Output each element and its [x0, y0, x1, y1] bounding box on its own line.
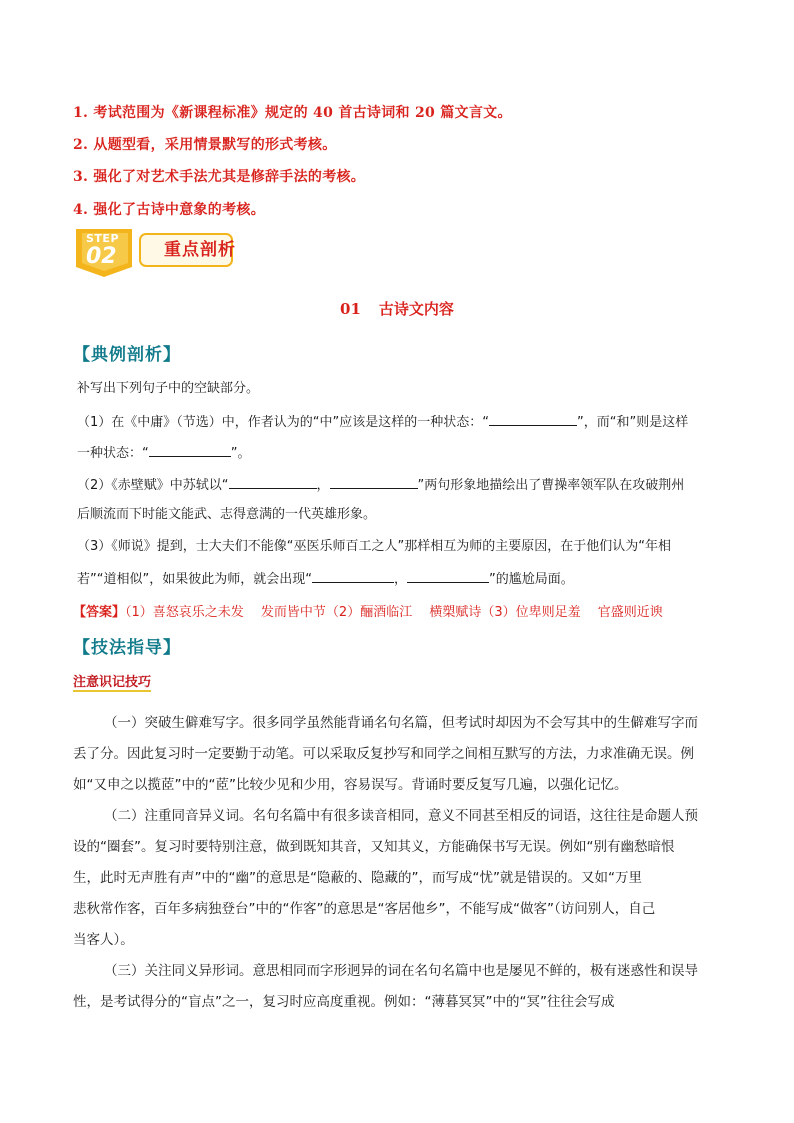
body-line: （三）关注同义异形词。意思相同而字形迥异的词在名句名篇中也是屡见不鲜的，极有迷惑性和误导 — [104, 963, 698, 979]
answer-blank[interactable] — [330, 476, 418, 489]
step-badge — [72, 227, 234, 277]
section-number: 01 — [340, 300, 361, 318]
question-intro: 补写出下列句子中的空缺部分。 — [77, 381, 260, 396]
tips-heading: 注意识记技巧 — [73, 675, 152, 690]
step-title: 重点剖析 — [164, 240, 236, 260]
body-line: （二）注重同音异义词。名句名篇中有很多读音相同，意义不同甚至相反的词语，这往往是命题人预 — [104, 808, 698, 824]
requirement-4: 4. 强化了古诗中意象的考核。 — [73, 202, 265, 218]
question-3-line-1: （3）《师说》提到，士大夫们不能像“巫医乐师百工之人”那样相互为师的主要原因，在于他们认为“年相 — [77, 539, 671, 554]
answer-tag: 【答案】 — [73, 605, 126, 620]
answer-line — [73, 601, 663, 620]
requirement-3: 3. 强化了对艺术手法尤其是修辞手法的考核。 — [73, 169, 366, 185]
question-2-line-2: 后顺流而下时能文能武、志得意满的一代英雄形象。 — [77, 507, 377, 522]
example-heading: 【典例剖析】 — [73, 345, 181, 365]
question-1-line-1: （1）在《中庸》（节选）中，作者认为的“中”应该是这样的一种状态：“ ”，而“和”则是这样 — [77, 415, 689, 430]
question-3-line-2: 若”“道相似”，如果彼此为师，就会出现“ ， ”的尴尬局面。 — [77, 572, 574, 587]
body-line: 生，此时无声胜有声”中的“幽”的意思是“隐蔽的、隐藏的”，而写成“忧”就是错误的。又如“万里 — [73, 870, 642, 886]
step-label: STEP — [86, 232, 120, 245]
answer-blank[interactable] — [489, 413, 577, 426]
answer-text: （1）喜怒哀乐之未发 发而皆中节（2）酾酒临江 横槊赋诗（3）位卑则足羞 官盛则近谀 — [125, 605, 663, 620]
section-title — [0, 298, 794, 319]
body-line: 悲秋常作客，百年多病独登台”中的“作客”的意思是“客居他乡”，不能写成“做客”（访问别人，自己 — [73, 901, 656, 917]
question-1-line-2: 一种状态：“ ”。 — [77, 446, 251, 461]
technique-heading: 【技法指导】 — [73, 638, 181, 658]
body-line: （一）突破生僻难写字。很多同学虽然能背诵名句名篇，但考试时却因为不会写其中的生僻难写字而 — [104, 715, 698, 731]
body-line: 丢了分。因此复习时一定要勤于动笔。可以采取反复抄写和同学之间相互默写的方法，力求准确无误。例 — [73, 746, 694, 762]
question-2-line-1: （2）《赤壁赋》中苏轼以“ ， ”两句形象地描绘出了曹操率领军队在攻破荆州 — [77, 478, 685, 493]
requirement-1: 1. 考试范围为《新课程标准》规定的 40 首古诗词和 20 篇文言文。 — [73, 105, 512, 121]
step-number: 02 — [86, 244, 117, 269]
body-line: 性，是考试得分的“盲点”之一，复习时应高度重视。例如：“薄暮冥冥”中的“冥”往往会写成 — [73, 994, 615, 1010]
answer-blank[interactable] — [149, 444, 231, 457]
answer-blank[interactable] — [229, 476, 317, 489]
requirement-2: 2. 从题型看，采用情景默写的形式考核。 — [73, 137, 337, 153]
section-name: 古诗文内容 — [378, 300, 454, 318]
answer-blank[interactable] — [407, 570, 489, 583]
body-line: 当客人）。 — [73, 932, 134, 948]
body-line: 设的“圈套”。复习时要特别注意，做到既知其音，又知其义，方能确保书写无误。例如“别有幽愁暗恨 — [73, 839, 675, 855]
answer-blank[interactable] — [312, 570, 394, 583]
body-line: 如“又申之以揽茝”中的“茝”比较少见和少用，容易误写。背诵时要反复写几遍，以强化记忆。 — [73, 777, 628, 793]
